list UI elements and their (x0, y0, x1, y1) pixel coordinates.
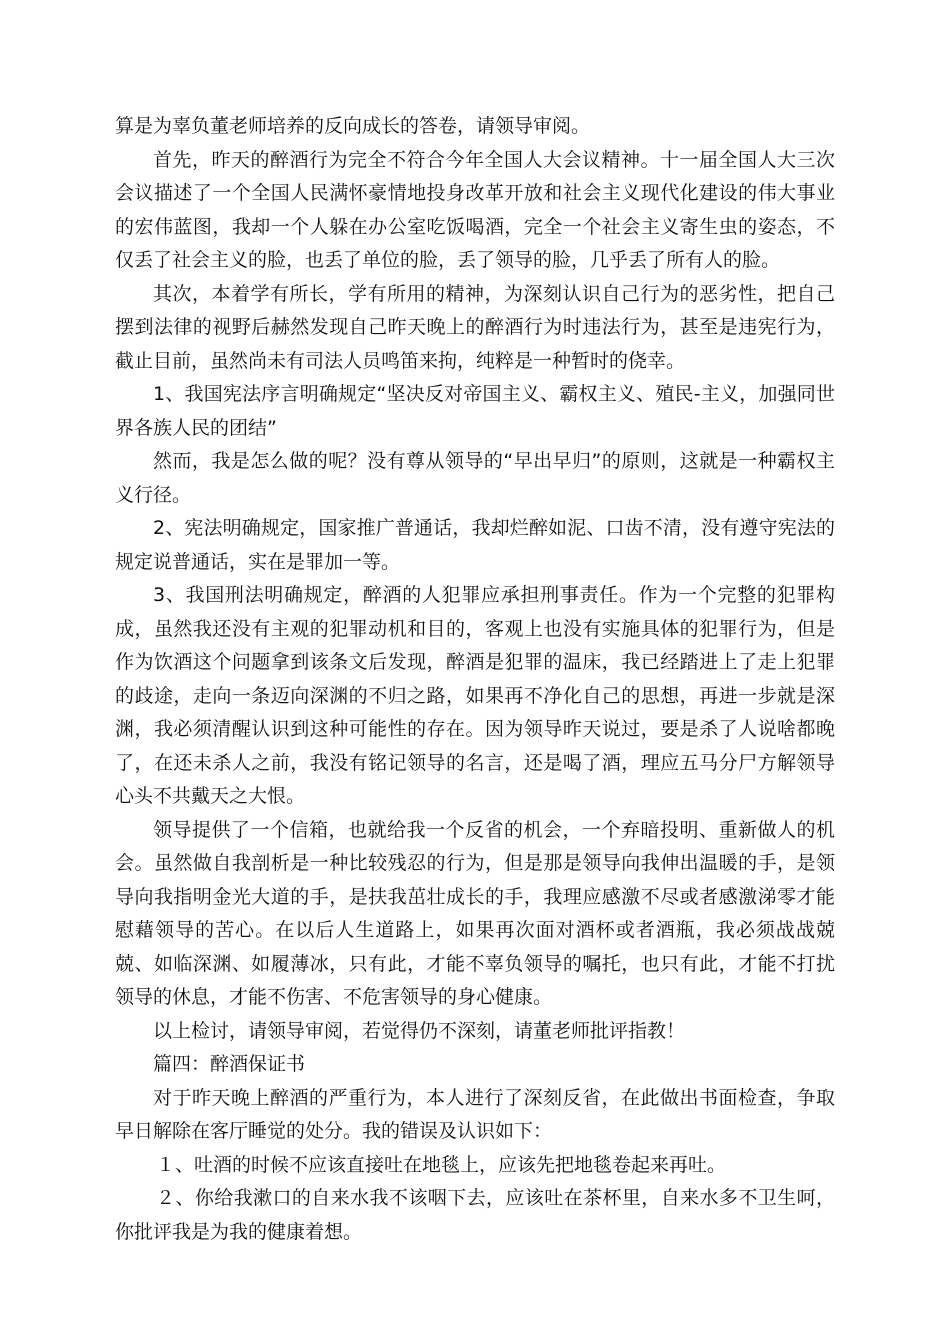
list-item-mandarin: 2、宪法明确规定，国家推广普通话，我却烂醉如泥、口齿不清，没有遵守宪法的规定说普通话，实在是罪加一等。 (115, 517, 835, 573)
list-item-constitution-preamble: 1、我国宪法序言明确规定“坚决反对帝国主义、霸权主义、殖民-主义，加强同世界各族人民的团结” (115, 383, 835, 439)
document-body (115, 110, 835, 1249)
paragraph-closing: 以上检讨，请领导审阅，若觉得仍不深刻，请董老师批评指教！ (153, 1019, 686, 1042)
paragraph-guarantee-intro: 对于昨天晚上醉酒的严重行为，本人进行了深刻反省，在此做出书面检查，争取早日解除在客厅睡觉的处分。我的错误及认识如下： (115, 1086, 835, 1142)
paragraph-second-point: 其次，本着学有所长，学有所用的精神，为深刻认识自己行为的恶劣性，把自己摆到法律的视野后赫然发现自己昨天晚上的醉酒行为时违法行为，甚至是违宪行为，截止目前，虽然尚未有司法人员鸣笛来拘，纯粹是一种暂时的侥幸。 (115, 282, 835, 372)
paragraph-mailbox: 领导提供了一个信箱，也就给我一个反省的机会，一个弃暗投明、重新做人的机会。虽然做自我剖析是一种比较残忍的行为，但是那是领导向我伸出温暖的手，是领导向我指明金光大道的手，是扶我茁壮成长的手，我理应感激不尽或者感激涕零才能慰藉领导的苦心。在以后人生道路上，如果再次面对酒杯或者酒瓶，我必须战战兢兢、如临深渊、如履薄冰，只有此，才能不辜负领导的嘱托，也只有此，才能不打扰领导的休息，才能不伤害、不危害领导的身心健康。 (115, 818, 835, 1008)
paragraph-continuation: 算是为辜负董老师培养的反向成长的答卷，请领导审阅。 (115, 115, 591, 137)
list-item-carpet: １、吐酒的时候不应该直接吐在地毯上，应该先把地毯卷起来再吐。 (156, 1153, 727, 1176)
list-item-tap-water: ２、你给我漱口的自来水我不该咽下去，应该吐在茶杯里，自来水多不卫生呵，你批评我是为我的健康着想。 (115, 1187, 835, 1243)
section-heading: 篇四：醉酒保证书 (153, 1053, 306, 1075)
paragraph-first-point: 首先，昨天的醉酒行为完全不符合今年全国人大会议精神。十一届全国人大三次会议描述了一个全国人民满怀豪情地投身改革开放和社会主义现代化建设的伟大事业的宏伟蓝图，我却一个人躲在办公室吃饭喝酒，完全一个社会主义寄生虫的姿态，不仅丢了社会主义的脸，也丢了单位的脸，丢了领导的脸，几乎丢了所有人的脸。 (115, 148, 835, 271)
list-item-criminal-law: 3、我国刑法明确规定，醉酒的人犯罪应承担刑事责任。作为一个完整的犯罪构成，虽然我还没有主观的犯罪动机和目的，客观上也没有实施具体的犯罪行为，但是作为饮酒这个问题拿到该条文后发现，醉酒是犯罪的温床，我已经踏进上了走上犯罪的歧途，走向一条迈向深渊的不归之路，如果再不净化自己的思想，再进一步就是深渊，我必须清醒认识到这种可能性的存在。因为领导昨天说过，要是杀了人说啥都晚了，在还未杀人之前，我没有铭记领导的名言，还是喝了酒，理应五马分尸方解领导心头不共戴天之大恨。 (115, 584, 835, 807)
paragraph-hegemony: 然而，我是怎么做的呢？没有尊从领导的“早出早归”的原则，这就是一种霸权主义行径。 (115, 450, 835, 506)
